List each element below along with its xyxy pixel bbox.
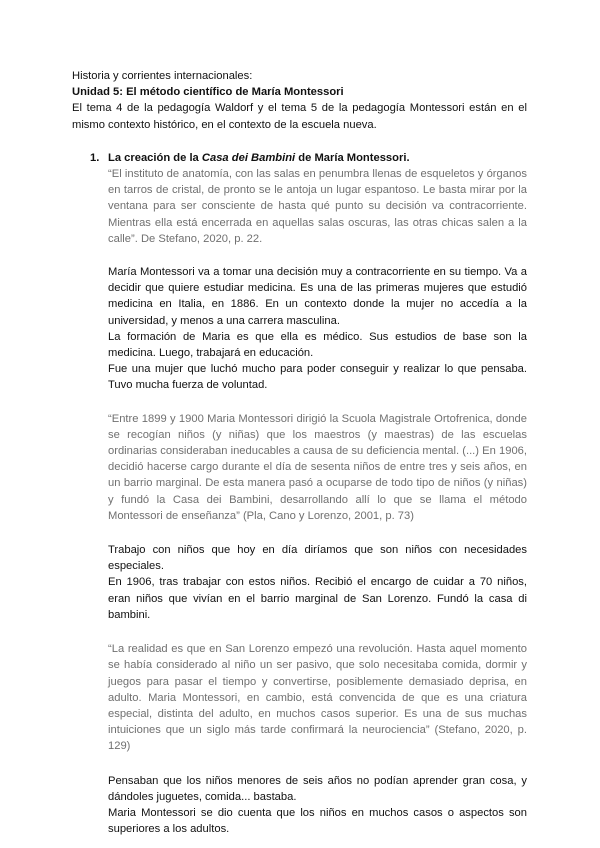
section-number: 1.	[90, 151, 100, 164]
paragraph-under-six: Pensaban que los niños menores de seis años no podían aprender gran cosa, y dándoles juguetes, comida... bastaba.	[108, 774, 527, 803]
intro-paragraph: El tema 4 de la pedagogía Waldorf y el tema 5 de la pedagogía Montessori están en el mismo contexto histórico, en el contexto de la escuela nueva.	[72, 102, 527, 131]
paragraph-decision-medicine: María Montessori va a tomar una decisión muy a contracorriente en su tiempo. Va a decidir que quiere estudiar medicina. Es una de las primeras mujeres que estudió medicina en Italia, en 1886. En un contexto donde la mujer no accedía a la universidad, y menos a una carrera masculina.	[108, 266, 527, 327]
heading-text-pre: La creación de la	[108, 151, 202, 164]
paragraph-superior: Maria Montessori se dio cuenta que los niños en muchos casos o aspectos son superiores a los adultos.	[108, 806, 527, 836]
heading-text-post: de María Montessori.	[295, 151, 410, 164]
document-page	[72, 68, 527, 837]
section-1	[72, 150, 527, 838]
section-heading	[90, 150, 527, 166]
paragraph-formation: La formación de Maria es que ella es médico. Sus estudios de base son la medicina. Luego, trabajará en educación.	[108, 330, 527, 360]
paragraph-special-needs: Trabajo con niños que hoy en día diríamos que son niños con necesidades especiales.	[108, 544, 527, 573]
quote-de-stefano-2: “La realidad es que en San Lorenzo empezó una revolución. Hasta aquel momento se había considerado al niño un ser pasivo, que solo necesitaba comida, dormir y juegos para pasar el tiempo y convertirse, posiblemente demasiado deprisa, en adulto. Maria Montessori, en cambio, está convencida de que es una criatura especial, distinta del adulto, en muchos casos superior. Es una de sus muchas intuiciones que un siglo más tarde confirmará la neurociencia” (Stefano, 2020, p. 129)	[108, 643, 527, 753]
quote-pla-cano-lorenzo: “Entre 1899 y 1900 Maria Montessori dirigió la Scuola Magistrale Ortofrenica, donde se recogían niños (y niñas) que los maestros (y maestras) de las escuelas ordinarias consideraban ineducables a causa de su deficiencia mental. (...) En 1906, decidió hacerse cargo durante el día de sesenta niños de entre tres y seis años, en un barrio marginal. De esta manera pasó a ocuparse de todo tipo de niños (y niñas) y fundó la Casa dei Bambini, desarrollando allí lo que se llama el método Montessori de enseñanza” (Pla, Cano y Lorenzo, 2001, p. 73)	[108, 412, 527, 522]
quote-de-stefano-1: “El instituto de anatomía, con las salas en penumbra llenas de esqueletos y órganos en tarros de cristal, de pronto se le antoja un lugar espantoso. Le basta mirar por la ventana para ser consciente de hasta qué punto su decisión va contracorriente. Mientras ella está encerrada en aquellas salas oscuras, las otras chicas salen a la calle”. De Stefano, 2020, p. 22.	[108, 168, 527, 245]
course-line: Historia y corrientes internacionales:	[72, 70, 253, 82]
unit-title: Unidad 5: El método científico de María Montessori	[72, 86, 344, 99]
paragraph-willpower: Fue una mujer que luchó mucho para poder conseguir y realizar lo que pensaba. Tuvo mucha fuerza de voluntad.	[108, 363, 527, 392]
paragraph-san-lorenzo: En 1906, tras trabajar con estos niños. Recibió el encargo de cuidar a 70 niños, eran niños que vivían en el barrio marginal de San Lorenzo. Fundó la casa di bambini.	[108, 576, 527, 621]
heading-text-italic: Casa dei Bambini	[201, 151, 296, 164]
